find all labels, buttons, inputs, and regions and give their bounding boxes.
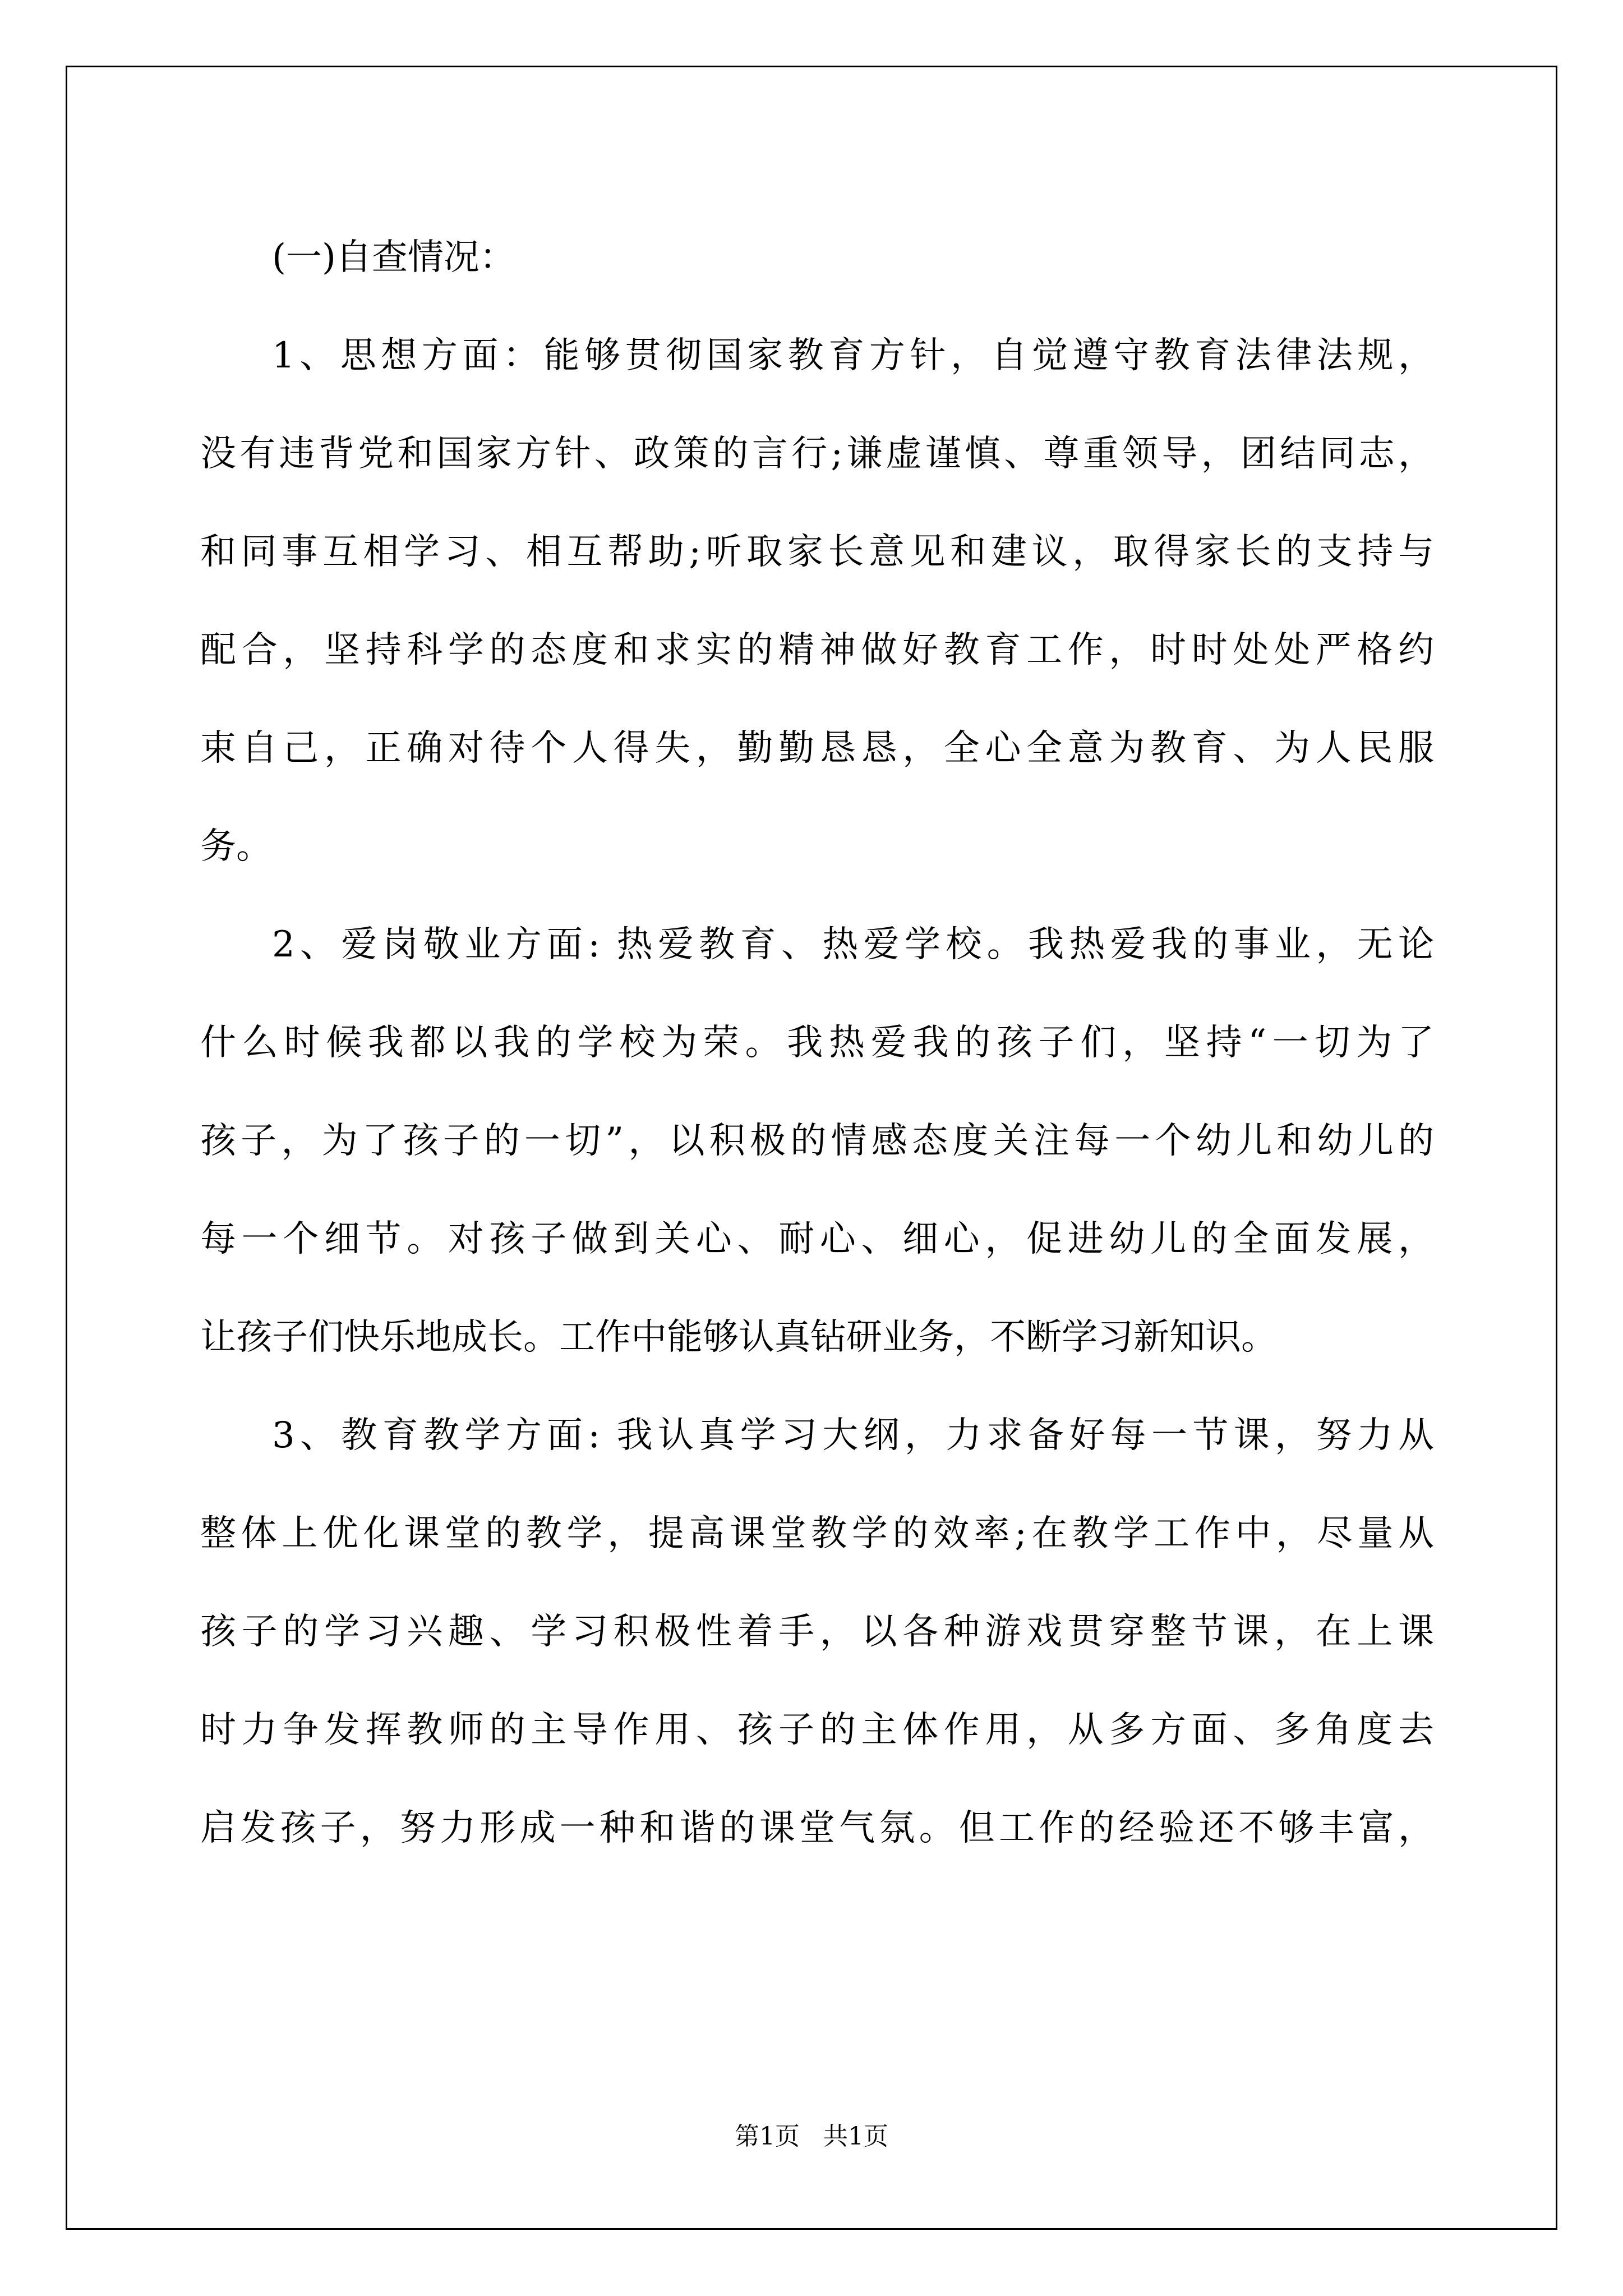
paragraph-line: 时力争发挥教师的主导作用、孩子的主体作用，从多方面、多角度去	[200, 1709, 1434, 1751]
section-heading: (一)自查情况：	[272, 237, 515, 278]
paragraph-line: 3、教育教学方面: 我认真学习大纲，力求备好每一节课，努力从	[272, 1415, 1434, 1456]
page-number-footer: 第1页 共1页	[735, 2122, 888, 2151]
paragraph-line: 让孩子们快乐地成长。工作中能够认真钻研业务，不断学习新知识。	[200, 1317, 1277, 1358]
paragraph-line: 孩子的学习兴趣、学习积极性着手，以各种游戏贯穿整节课，在上课	[200, 1611, 1434, 1653]
paragraph-line: 2、爱岗敬业方面: 热爱教育、热爱学校。我热爱我的事业，无论	[272, 924, 1434, 965]
paragraph-line: 没有违背党和国家方针、政策的言行;谦虚谨慎、尊重领导，团结同志，	[200, 433, 1434, 475]
paragraph-line: 每一个细节。对孩子做到关心、耐心、细心，促进幼儿的全面发展，	[200, 1218, 1434, 1260]
paragraph-line: 什么时候我都以我的学校为荣。我热爱我的孩子们，坚持“一切为了	[200, 1022, 1434, 1064]
paragraph-line: 务。	[200, 826, 272, 867]
paragraph-line: 和同事互相学习、相互帮助;听取家长意见和建议，取得家长的支持与	[200, 531, 1434, 573]
paragraph-line: 整体上优化课堂的教学，提高课堂教学的效率;在教学工作中，尽量从	[200, 1513, 1434, 1554]
paragraph-line: 1、思想方面：能够贯彻国家教育方针，自觉遵守教育法律法规，	[272, 335, 1434, 376]
document-body	[200, 209, 1434, 1878]
paragraph-line: 配合，坚持科学的态度和求实的精神做好教育工作，时时处处严格约	[200, 629, 1434, 671]
paragraph-line: 启发孩子，努力形成一种和谐的课堂气氛。但工作的经验还不够丰富，	[200, 1807, 1434, 1849]
paragraph-line: 孩子，为了孩子的一切”，以积极的情感态度关注每一个幼儿和幼儿的	[200, 1120, 1434, 1162]
paragraph-line: 束自己，正确对待个人得失，勤勤恳恳，全心全意为教育、为人民服	[200, 728, 1434, 769]
